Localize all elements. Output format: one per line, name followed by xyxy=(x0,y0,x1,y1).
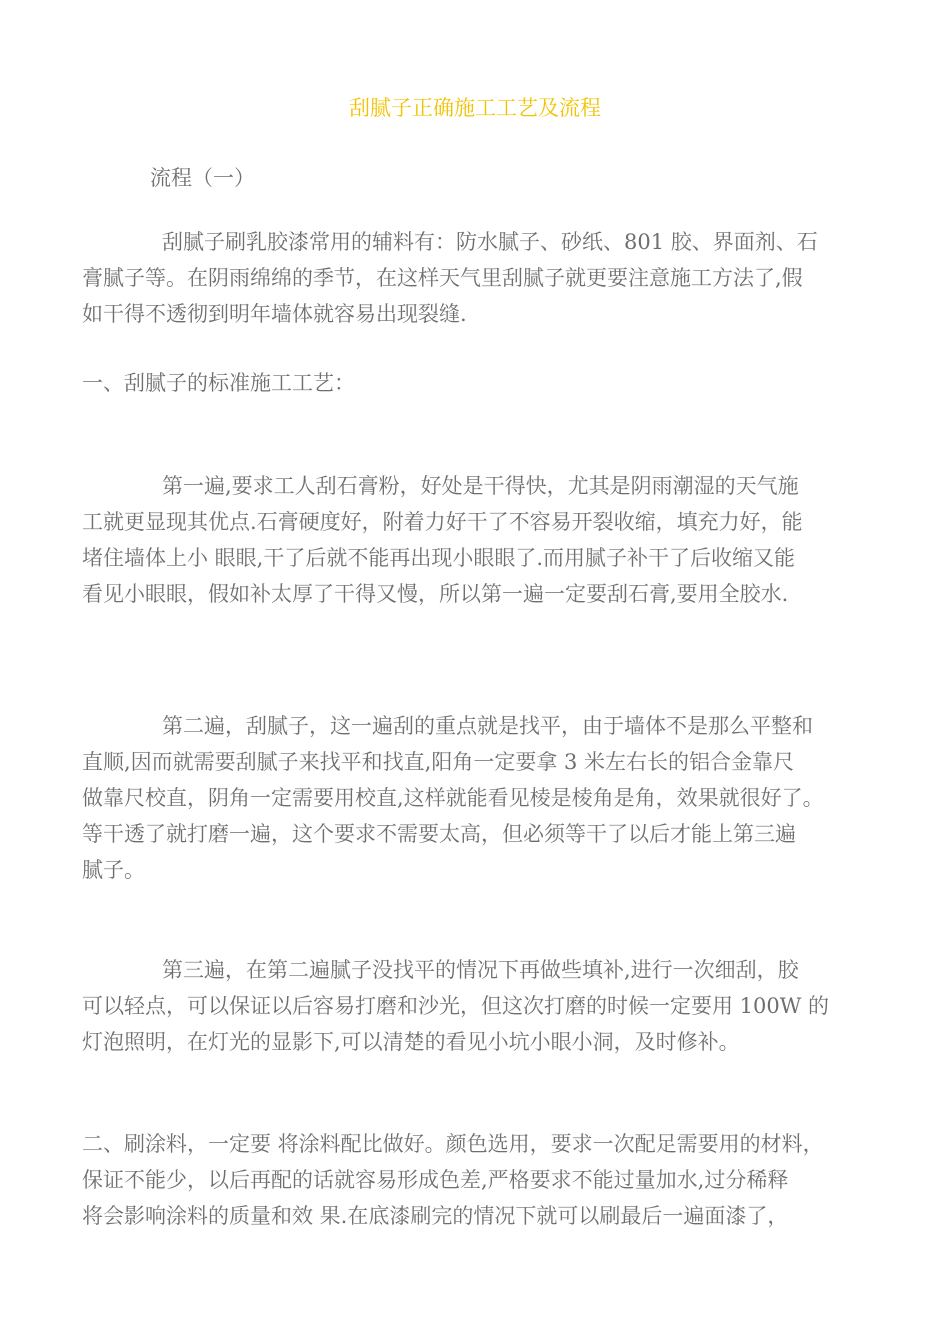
pass2-line: 腻子。 xyxy=(82,858,145,882)
pass3-paragraph xyxy=(82,952,882,1060)
section2-line: 保证不能少，以后再配的话就容易形成色差,严格要求不能过量加水,过分稀释 xyxy=(82,1168,789,1192)
process-subtitle: 流程（一） xyxy=(150,166,255,190)
pass2-line: 直顺,因而就需要刮腻子来找平和找直,阳角一定要拿 3 米左右长的铝合金靠尺 xyxy=(82,750,795,774)
pass3-line: 可以轻点，可以保证以后容易打磨和沙光，但这次打磨的时候一定要用 100W 的 xyxy=(82,994,830,1018)
pass1-line: 看见小眼眼，假如补太厚了干得又慢，所以第一遍一定要刮石膏,要用全胶水. xyxy=(82,582,789,606)
pass3-line: 灯泡照明，在灯光的显影下,可以清楚的看见小坑小眼小洞，及时修补。 xyxy=(82,1030,740,1054)
intro-line: 膏腻子等。在阴雨绵绵的季节，在这样天气里刮腻子就更要注意施工方法了,假 xyxy=(82,266,803,290)
intro-paragraph xyxy=(82,224,882,332)
document-title: 刮腻子正确施工工艺及流程 xyxy=(349,96,601,120)
pass1-paragraph xyxy=(82,468,882,612)
pass2-paragraph xyxy=(82,708,882,888)
intro-line: 刮腻子刷乳胶漆常用的辅料有：防水腻子、砂纸、801 胶、界面剂、石 xyxy=(162,230,818,254)
section-heading-1: 一、刮腻子的标准施工工艺： xyxy=(82,371,355,395)
pass2-line: 第二遍，刮腻子，这一遍刮的重点就是找平，由于墙体不是那么平整和 xyxy=(162,714,813,738)
section2-line: 二、刷涂料，一定要 将涂料配比做好。颜色选用，要求一次配足需要用的材料， xyxy=(82,1132,824,1156)
intro-line: 如干得不透彻到明年墙体就容易出现裂缝. xyxy=(82,302,467,326)
pass1-line: 第一遍,要求工人刮石膏粉，好处是干得快，尤其是阴雨潮湿的天气施 xyxy=(162,474,799,498)
pass2-line: 等干透了就打磨一遍，这个要求不需要太高，但必须等干了以后才能上第三遍 xyxy=(82,822,796,846)
pass2-line: 做靠尺校直，阴角一定需要用校直,这样就能看见棱是棱角是角，效果就很好了。 xyxy=(82,786,824,810)
pass1-line: 工就更显现其优点.石膏硬度好，附着力好干了不容易开裂收缩，填充力好，能 xyxy=(82,510,803,534)
section2-paragraph xyxy=(82,1126,882,1234)
section2-line: 将会影响涂料的质量和效 果.在底漆刷完的情况下就可以刷最后一遍面漆了， xyxy=(82,1204,789,1228)
pass1-line: 堵住墙体上小 眼眼,干了后就不能再出现小眼眼了.而用腻子补干了后收缩又能 xyxy=(82,546,796,570)
pass3-line: 第三遍，在第二遍腻子没找平的情况下再做些填补,进行一次细刮，胶 xyxy=(162,958,799,982)
